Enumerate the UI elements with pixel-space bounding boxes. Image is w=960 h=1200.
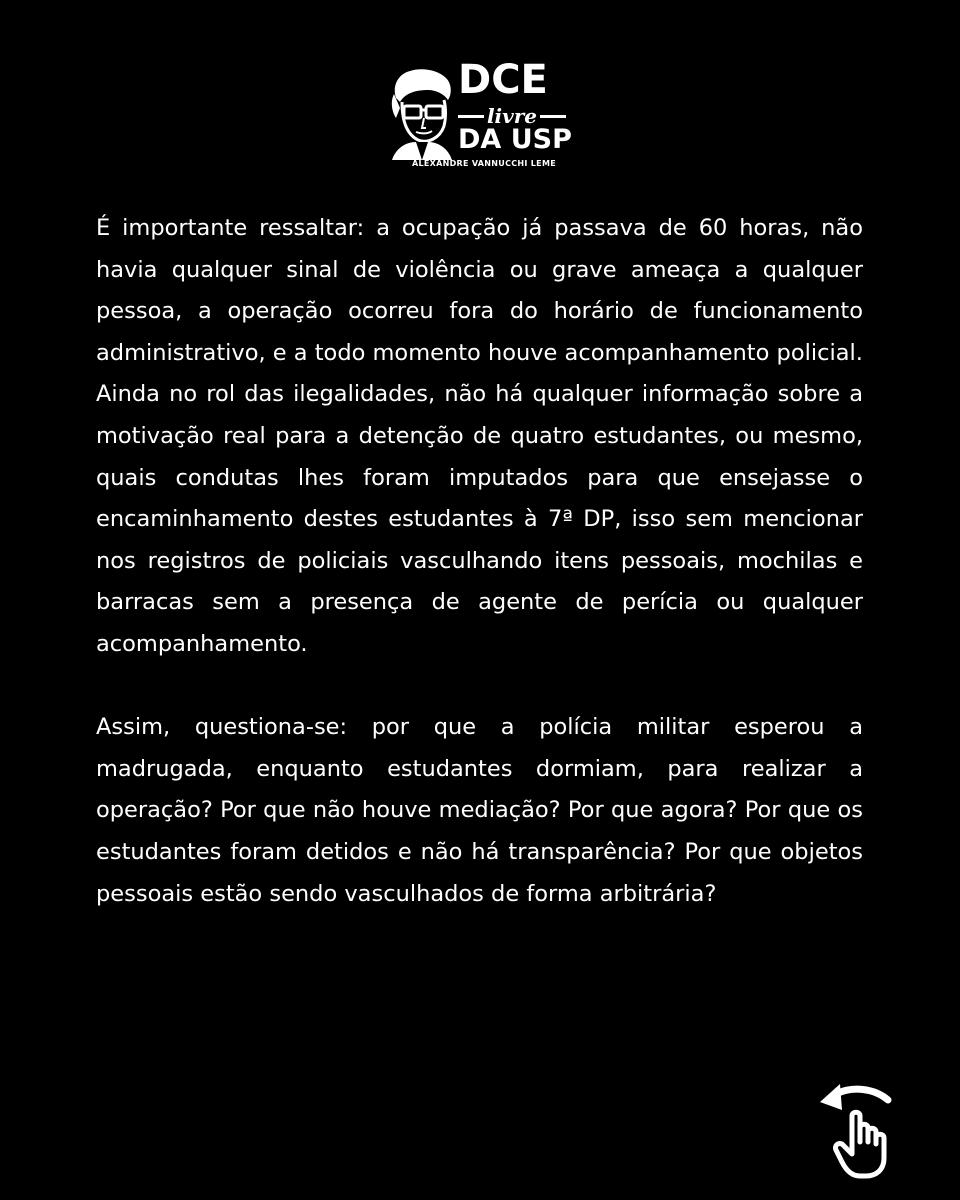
logo-org: DA USP bbox=[458, 124, 572, 155]
logo-divider bbox=[458, 115, 484, 118]
logo-tagline: ALEXANDRE VANNUCCHI LEME bbox=[412, 159, 556, 168]
paragraph-3: Assim, questiona-se: por que a polícia militar esperou a madrugada, enquanto estudantes dormiam, para realizar a operação? Por que não houve mediação? Por que agora? Por que os estudantes foram detidos e não há transparência? Por que objetos pessoais estão sendo vasculhados de forma arbitrária? bbox=[96, 714, 863, 907]
swipe-hand-icon[interactable] bbox=[812, 1080, 916, 1180]
logo-divider bbox=[540, 115, 566, 118]
paragraph-1: É importante ressaltar: a ocupação já passava de 60 horas, não havia qualquer sinal de violência ou grave ameaça a qualquer pessoa, a operação ocorreu fora do horário de funcionamento administrativo, e a todo momento houve acompanhamento policial. bbox=[96, 215, 863, 366]
article-body bbox=[96, 208, 863, 915]
logo-title: DCE bbox=[458, 57, 548, 103]
paragraph-2: Ainda no rol das ilegalidades, não há qualquer informação sobre a motivação real para a detenção de quatro estudantes, ou mesmo, quais condutas lhes foram imputados para que ensejasse o encaminhamento destes estudantes à 7ª DP, isso sem mencionar nos registros de policiais vasculhando itens pessoais, mochilas e barracas sem a presença de agente de perícia ou qualquer acompanhamento. bbox=[96, 381, 863, 657]
dce-logo bbox=[388, 57, 572, 172]
paragraph-spacer bbox=[96, 666, 863, 708]
portrait-illustration-icon bbox=[388, 68, 454, 160]
logo-subtitle: livre bbox=[486, 104, 538, 128]
